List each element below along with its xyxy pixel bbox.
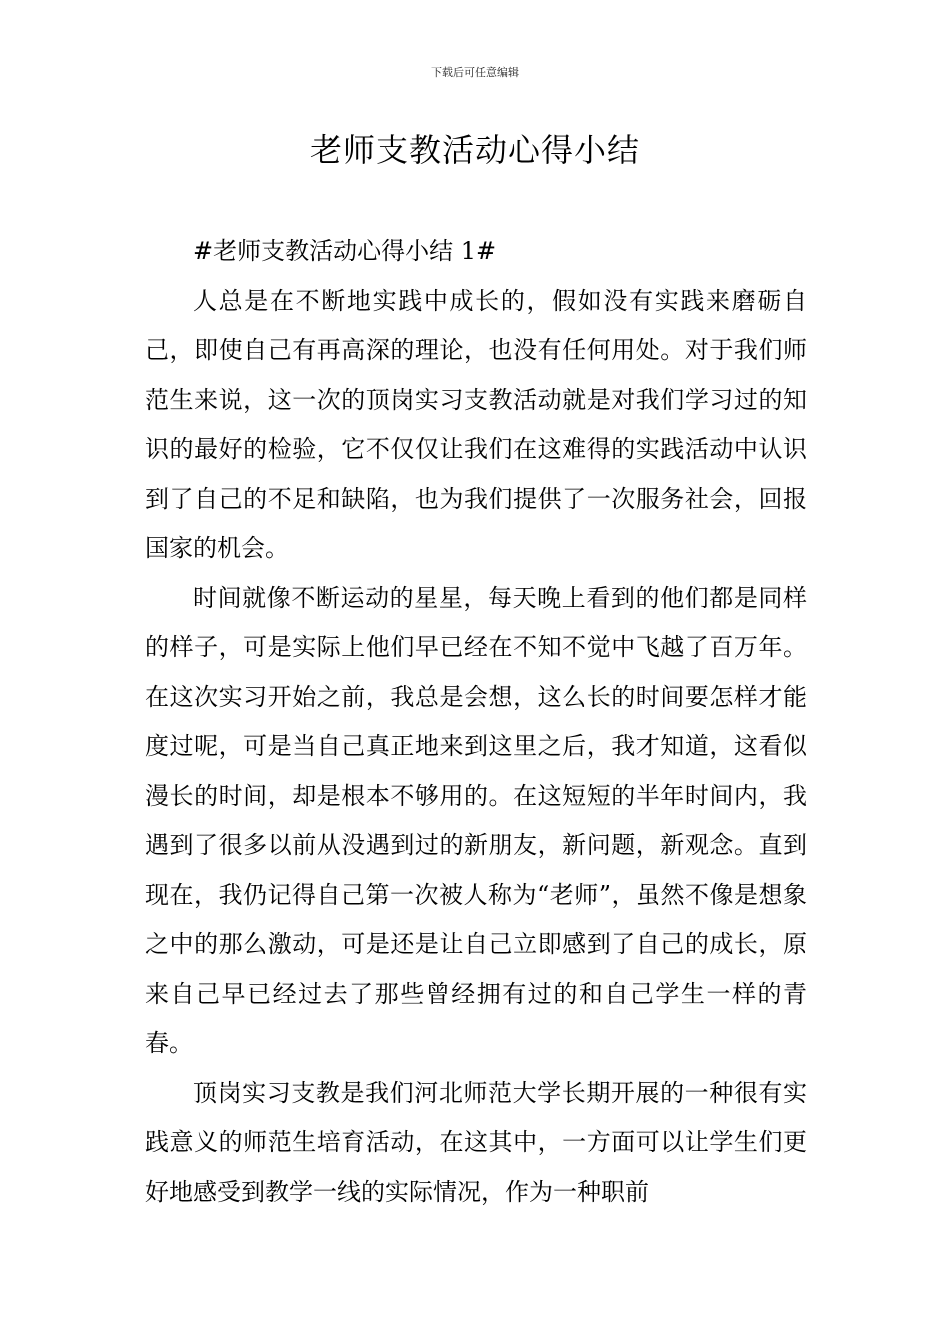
document-title: 老师支教活动心得小结	[309, 131, 640, 169]
paragraph-3: 顶岗实习支教是我们河北师范大学长期开展的一种很有实践意义的师范生培育活动，在这其中，一方面可以让学生们更好地感受到教学一线的实际情况，作为一种职前	[145, 1078, 807, 1206]
document-body	[145, 227, 807, 1217]
section-heading: #老师支教活动心得小结 1#	[193, 237, 497, 265]
paragraph-1: 人总是在不断地实践中成长的，假如没有实践来磨砺自己，即使自己有再高深的理论，也没有任何用处。对于我们师范生来说，这一次的顶岗实习支教活动就是对我们学习过的知识的最好的检验，它不仅仅让我们在这难得的实践活动中认识到了自己的不足和缺陷，也为我们提供了一次服务社会，回报国家的机会。	[145, 286, 807, 562]
header-note: 下载后可任意编辑	[431, 66, 519, 79]
paragraph-2: 时间就像不断运动的星星，每天晚上看到的他们都是同样的样子，可是实际上他们早已经在不知不觉中飞越了百万年。在这次实习开始之前，我总是会想，这么长的时间要怎样才能度过呢，可是当自己真正地来到这里之后，我才知道，这看似漫长的时间，却是根本不够用的。在这短短的半年时间内，我遇到了很多以前从没遇到过的新朋友，新问题，新观念。直到现在，我仍记得自己第一次被人称为“老师”，虽然不像是想象之中的那么激动，可是还是让自己立即感到了自己的成长，原来自己早已经过去了那些曾经拥有过的和自己学生一样的青春。	[145, 583, 807, 1057]
